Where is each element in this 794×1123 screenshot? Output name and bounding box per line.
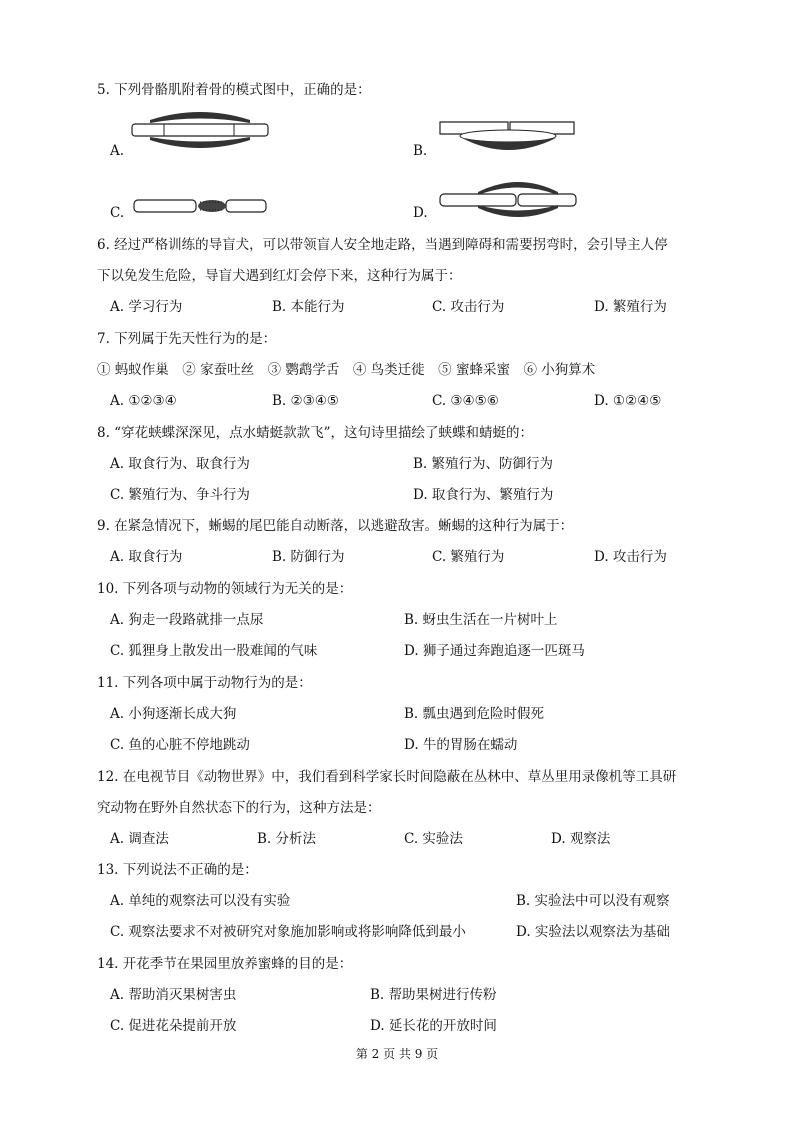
question-12-stem-line-2: 究动物在野外自然状态下的行为，这种方法是： <box>97 800 381 816</box>
question-9-option-d[interactable]: D. 攻击行为 <box>594 549 667 565</box>
question-14-stem: 14. 开花季节在果园里放养蜜蜂的目的是： <box>97 956 353 972</box>
question-5-stem: 5. 下列骨骼肌附着骨的模式图中，正确的是： <box>97 82 371 98</box>
question-6-option-b[interactable]: B. 本能行为 <box>272 299 345 315</box>
question-10-stem: 10. 下列各项与动物的领域行为无关的是： <box>97 581 353 597</box>
question-8-stem: 8. “穿花蛱蝶深深见，点水蜻蜓款款飞”，这句诗里描绘了蛱蝶和蜻蜓的： <box>97 425 533 441</box>
question-14-option-d[interactable]: D. 延长花的开放时间 <box>370 1018 497 1034</box>
question-14-option-c[interactable]: C. 促进花朵提前开放 <box>110 1018 237 1034</box>
question-9-option-c[interactable]: C. 繁殖行为 <box>432 549 505 565</box>
question-8-option-c[interactable]: C. 繁殖行为、争斗行为 <box>110 487 250 503</box>
question-6-option-d[interactable]: D. 繁殖行为 <box>594 299 667 315</box>
muscle-diagram-a <box>130 108 270 152</box>
question-12-stem-line-1: 12. 在电视节目《动物世界》中，我们看到科学家长时间隐蔽在丛林中、草丛里用录像机等工具研 <box>97 769 677 785</box>
question-6-option-c[interactable]: C. 攻击行为 <box>432 299 505 315</box>
question-12-option-c[interactable]: C. 实验法 <box>404 831 463 847</box>
question-14-option-a[interactable]: A. 帮助消灭果树害虫 <box>110 987 237 1003</box>
question-11-option-d[interactable]: D. 牛的胃肠在蠕动 <box>404 737 518 753</box>
question-13-option-d[interactable]: D. 实验法以观察法为基础 <box>516 924 670 940</box>
question-5-option-c-label: C. <box>110 205 125 221</box>
question-10-option-b[interactable]: B. 蚜虫生活在一片树叶上 <box>404 612 558 628</box>
question-7-option-c[interactable]: C. ③④⑤⑥ <box>432 393 499 409</box>
page-number-footer: 第 2 页 共 9 页 <box>355 1047 439 1061</box>
question-7-option-a[interactable]: A. ①②③④ <box>110 393 177 409</box>
question-11-option-c[interactable]: C. 鱼的心脏不停地跳动 <box>110 737 250 753</box>
question-8-option-d[interactable]: D. 取食行为、繁殖行为 <box>413 487 554 503</box>
question-7-stem: 7. 下列属于先天性行为的是： <box>97 331 277 347</box>
question-9-option-b[interactable]: B. 防御行为 <box>272 549 345 565</box>
question-5-option-d-label: D. <box>413 205 428 221</box>
question-13-option-c[interactable]: C. 观察法要求不对被研究对象施加影响或将影响降低到最小 <box>110 924 466 940</box>
question-11-option-b[interactable]: B. 瓢虫遇到危险时假死 <box>404 706 545 722</box>
question-8-option-b[interactable]: B. 繁殖行为、防御行为 <box>413 456 554 472</box>
question-10-option-a[interactable]: A. 狗走一段路就排一点尿 <box>110 612 264 628</box>
question-12-option-d[interactable]: D. 观察法 <box>551 831 611 847</box>
question-5-option-a-label: A. <box>110 143 125 159</box>
muscle-diagram-d <box>438 174 578 224</box>
question-13-option-a[interactable]: A. 单纯的观察法可以没有实验 <box>110 893 291 909</box>
question-13-option-b[interactable]: B. 实验法中可以没有观察 <box>516 893 670 909</box>
question-12-option-a[interactable]: A. 调查法 <box>110 831 169 847</box>
question-11-option-a[interactable]: A. 小狗逐渐长成大狗 <box>110 706 237 722</box>
question-6-stem-line-1: 6. 经过严格训练的导盲犬，可以带领盲人安全地走路，当遇到障碍和需要拐弯时，会引导主人停 <box>97 237 668 253</box>
question-9-option-a[interactable]: A. 取食行为 <box>110 549 183 565</box>
question-14-option-b[interactable]: B. 帮助果树进行传粉 <box>370 987 497 1003</box>
question-10-option-d[interactable]: D. 狮子通过奔跑追逐一匹斑马 <box>404 643 585 659</box>
question-7-option-d[interactable]: D. ①②④⑤ <box>594 393 662 409</box>
question-13-stem: 13. 下列说法不正确的是： <box>97 862 258 878</box>
question-5-option-b-label: B. <box>413 143 428 159</box>
question-8-option-a[interactable]: A. 取食行为、取食行为 <box>110 456 250 472</box>
question-10-option-c[interactable]: C. 狐狸身上散发出一股难闻的气味 <box>110 643 318 659</box>
question-11-stem: 11. 下列各项中属于动物行为的是： <box>97 675 312 691</box>
muscle-diagram-c <box>130 194 270 220</box>
question-7-option-b[interactable]: B. ②③④⑤ <box>272 393 339 409</box>
question-12-option-b[interactable]: B. 分析法 <box>257 831 317 847</box>
question-9-stem: 9. 在紧急情况下，蜥蜴的尾巴能自动断落，以逃避敌害。蜥蜴的这种行为属于： <box>97 518 574 534</box>
question-7-items: ① 蚂蚁作巢 ② 家蚕吐丝 ③ 鹦鹉学舌 ④ 鸟类迁徙 ⑤ 蜜蜂采蜜 ⑥ 小狗算术 <box>97 362 596 378</box>
question-6-stem-line-2: 下以免发生危险，导盲犬遇到红灯会停下来，这种行为属于： <box>97 268 462 284</box>
muscle-diagram-b <box>438 112 578 160</box>
question-6-option-a[interactable]: A. 学习行为 <box>110 299 183 315</box>
